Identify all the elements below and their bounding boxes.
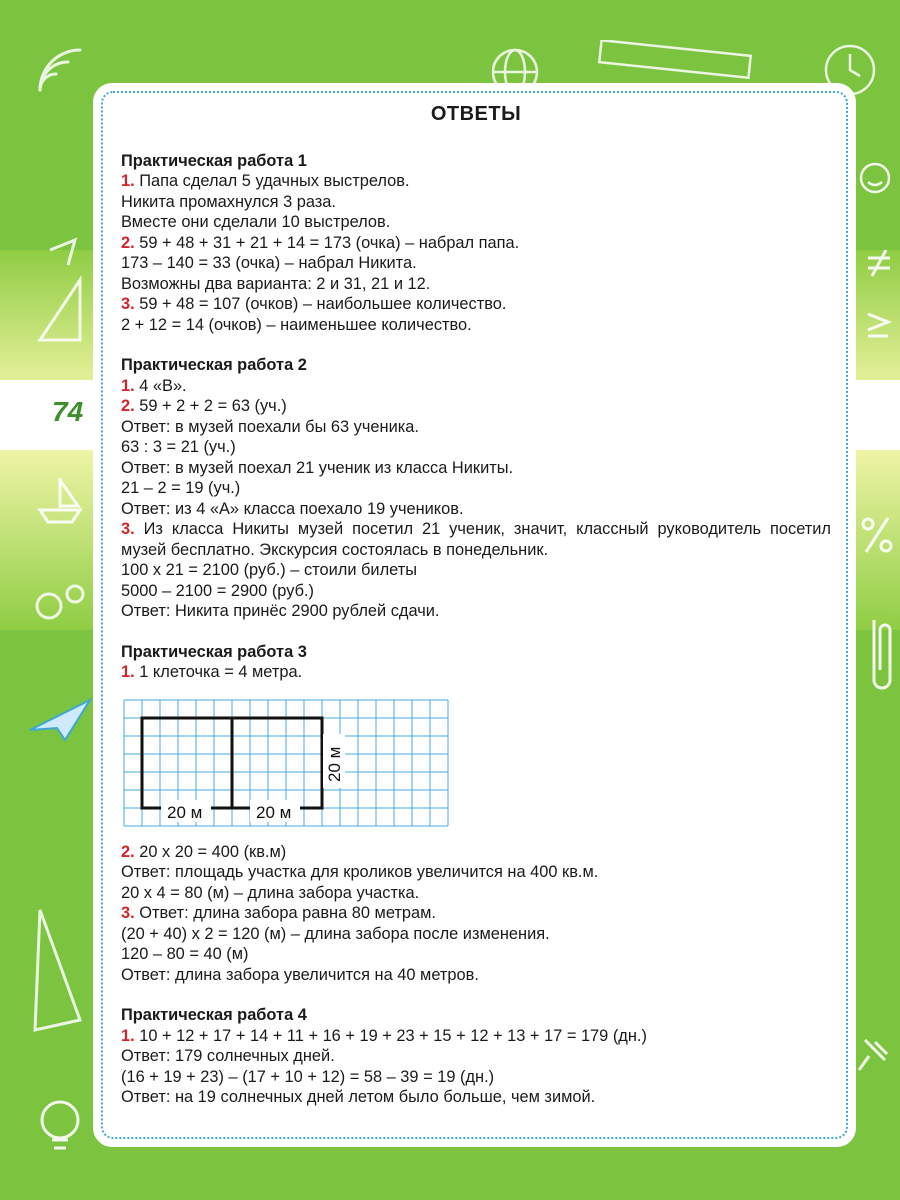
wifi-icon bbox=[30, 40, 90, 100]
answer-line: Ответ: в музей поехали бы 63 ученика. bbox=[121, 417, 419, 436]
section-4 bbox=[121, 1005, 831, 1108]
paperclip-icon bbox=[860, 610, 900, 700]
section-heading: Практическая работа 1 bbox=[121, 151, 307, 170]
answer-line: 173 – 140 = 33 (очка) – набрал Никита. bbox=[121, 254, 417, 272]
grid-label-side: 20 м bbox=[325, 746, 344, 782]
answer-line: 5000 – 2100 = 2900 (руб.) bbox=[121, 581, 315, 600]
answer-line: 2 + 12 = 14 (очков) – наименьшее количество. bbox=[121, 315, 472, 334]
answer-line: 3. Из класса Никиты музей посетил 21 ученик, значит, классный руководитель посетил музей бесплатно. Экскурсия состоялась в понедельник. bbox=[121, 520, 831, 559]
lightbulb-icon bbox=[30, 1090, 90, 1170]
answer-line: 2. 59 + 48 + 31 + 21 + 14 = 173 (очка) – набрал папа. bbox=[121, 233, 520, 252]
answer-line: Ответ: в музей поехал 21 ученик из класса Никиты. bbox=[121, 458, 514, 477]
section-3 bbox=[121, 642, 831, 986]
answer-line: 100 х 21 = 2100 (руб.) – стоили билеты bbox=[121, 561, 417, 579]
percent-icon bbox=[858, 510, 898, 560]
answer-line: 20 х 4 = 80 (м) – длина забора участка. bbox=[121, 883, 420, 902]
triangle-icon bbox=[25, 900, 85, 1040]
answer-line: Ответ: длина забора увеличится на 40 метров. bbox=[121, 965, 479, 984]
answer-line: Ответ: Никита принёс 2900 рублей сдачи. bbox=[121, 602, 440, 620]
gears-icon bbox=[25, 570, 95, 640]
answer-line: 3. 59 + 48 = 107 (очков) – наибольшее количество. bbox=[121, 295, 507, 313]
answer-line: 21 – 2 = 19 (уч.) bbox=[121, 479, 241, 497]
answer-line: Никита промахнулся 3 раза. bbox=[121, 192, 336, 211]
math-symbols-icon bbox=[860, 240, 900, 340]
answer-line: Вместе они сделали 10 выстрелов. bbox=[121, 213, 391, 231]
answer-line: 1. Папа сделал 5 удачных выстрелов. bbox=[121, 172, 410, 190]
answer-line: (20 + 40) х 2 = 120 (м) – длина забора после изменения. bbox=[121, 924, 550, 943]
smiley-icon bbox=[855, 150, 895, 210]
grid-label-left: 20 м bbox=[167, 802, 203, 822]
answer-line: 3. Ответ: длина забора равна 80 метрам. bbox=[121, 904, 436, 922]
paper-plane-icon bbox=[25, 690, 95, 750]
answer-line: 1. 10 + 12 + 17 + 14 + 11 + 16 + 19 + 23 + 15 + 12 + 13 + 17 = 179 (дн.) bbox=[121, 1026, 647, 1045]
page-title: ОТВЕТЫ bbox=[430, 103, 522, 125]
answer-line: 2. 59 + 2 + 2 = 63 (уч.) bbox=[121, 397, 287, 415]
answer-line: 1. 1 клеточка = 4 метра. bbox=[121, 663, 303, 681]
answer-line: 2. 20 х 20 = 400 (кв.м) bbox=[121, 842, 287, 861]
grid-label-right: 20 м bbox=[256, 802, 292, 822]
page-number: 74 bbox=[52, 396, 84, 427]
pin-icon bbox=[855, 1030, 895, 1080]
answer-line: Ответ: площадь участка для кроликов увеличится на 400 кв.м. bbox=[121, 863, 599, 881]
answer-line: 120 – 80 = 40 (м) bbox=[121, 945, 249, 963]
section-1 bbox=[121, 151, 831, 336]
ruler-icon bbox=[580, 40, 760, 90]
section-heading: Практическая работа 2 bbox=[121, 356, 307, 374]
answer-line: Ответ: на 19 солнечных дней летом было больше, чем зимой. bbox=[121, 1088, 596, 1106]
grid-diagram bbox=[123, 699, 463, 834]
answer-line: Ответ: 179 солнечных дней. bbox=[121, 1047, 335, 1065]
answer-line: 63 : 3 = 21 (уч.) bbox=[121, 438, 236, 456]
answers-content bbox=[121, 104, 831, 1108]
section-heading: Практическая работа 3 bbox=[121, 642, 307, 661]
grid-svg bbox=[123, 699, 463, 834]
triangle-ruler-icon bbox=[30, 230, 90, 350]
sailboat-icon bbox=[30, 470, 90, 530]
answer-line: 1. 4 «В». bbox=[121, 376, 187, 395]
section-2 bbox=[121, 355, 831, 622]
answer-line: Ответ: из 4 «А» класса поехало 19 учеников. bbox=[121, 499, 464, 518]
section-heading: Практическая работа 4 bbox=[121, 1006, 307, 1024]
answers-card bbox=[96, 86, 853, 1144]
answer-line: Возможны два варианта: 2 и 31, 21 и 12. bbox=[121, 274, 431, 293]
answer-line: (16 + 19 + 23) – (17 + 10 + 12) = 58 – 39 = 19 (дн.) bbox=[121, 1067, 495, 1086]
